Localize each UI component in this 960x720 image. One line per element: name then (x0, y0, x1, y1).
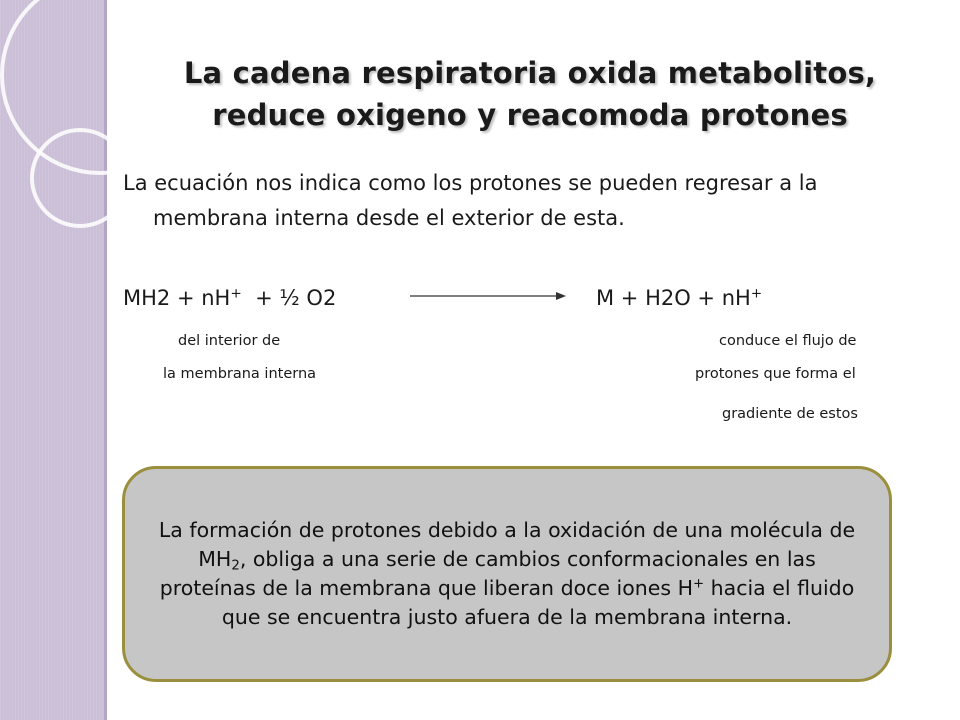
callout-box (122, 466, 892, 682)
callout-text (153, 516, 861, 632)
callout-part-1: La formación de protones debido a la oxidación de una molécula de MH (158, 518, 856, 571)
eq-left-tail: + ½ O2 (241, 286, 337, 310)
eq-left-sup: + (230, 285, 242, 302)
note-right-line-2: protones que forma el (695, 366, 856, 382)
intro-paragraph: La ecuación nos indica como los protones se pueden regresar a la membrana interna desde el exterior de esta. (123, 171, 818, 230)
title-line-1: La cadena respiratoria oxida metabolitos, (183, 56, 877, 90)
callout-superscript: + (692, 576, 705, 592)
note-right-line-3: gradiente de estos (722, 406, 858, 422)
eq-right-text: M + H2O + nH (596, 286, 751, 310)
deco-circle-small (32, 130, 128, 226)
note-left-line-2: la membrana interna (163, 366, 317, 382)
eq-left-text: MH2 + nH (123, 286, 231, 310)
reaction-arrow-icon (408, 289, 568, 303)
equation-products (596, 283, 762, 313)
equation-reactants (123, 283, 336, 313)
note-left-line-1: del interior de (178, 333, 281, 349)
callout-part-3: hacia el fluido que se encuentra justo afuera de la membrana interna. (221, 576, 855, 629)
slide-title (130, 52, 930, 136)
title-line-2: reduce oxigeno y reacomoda protones (212, 98, 848, 132)
note-right-line-1: conduce el flujo de (719, 333, 857, 349)
eq-right-sup: + (750, 285, 763, 302)
callout-part-2: , obliga a una serie de cambios conformacionales en las proteínas de la membrana que liberan doce iones H (159, 547, 816, 600)
callout-subscript: 2 (231, 558, 240, 574)
